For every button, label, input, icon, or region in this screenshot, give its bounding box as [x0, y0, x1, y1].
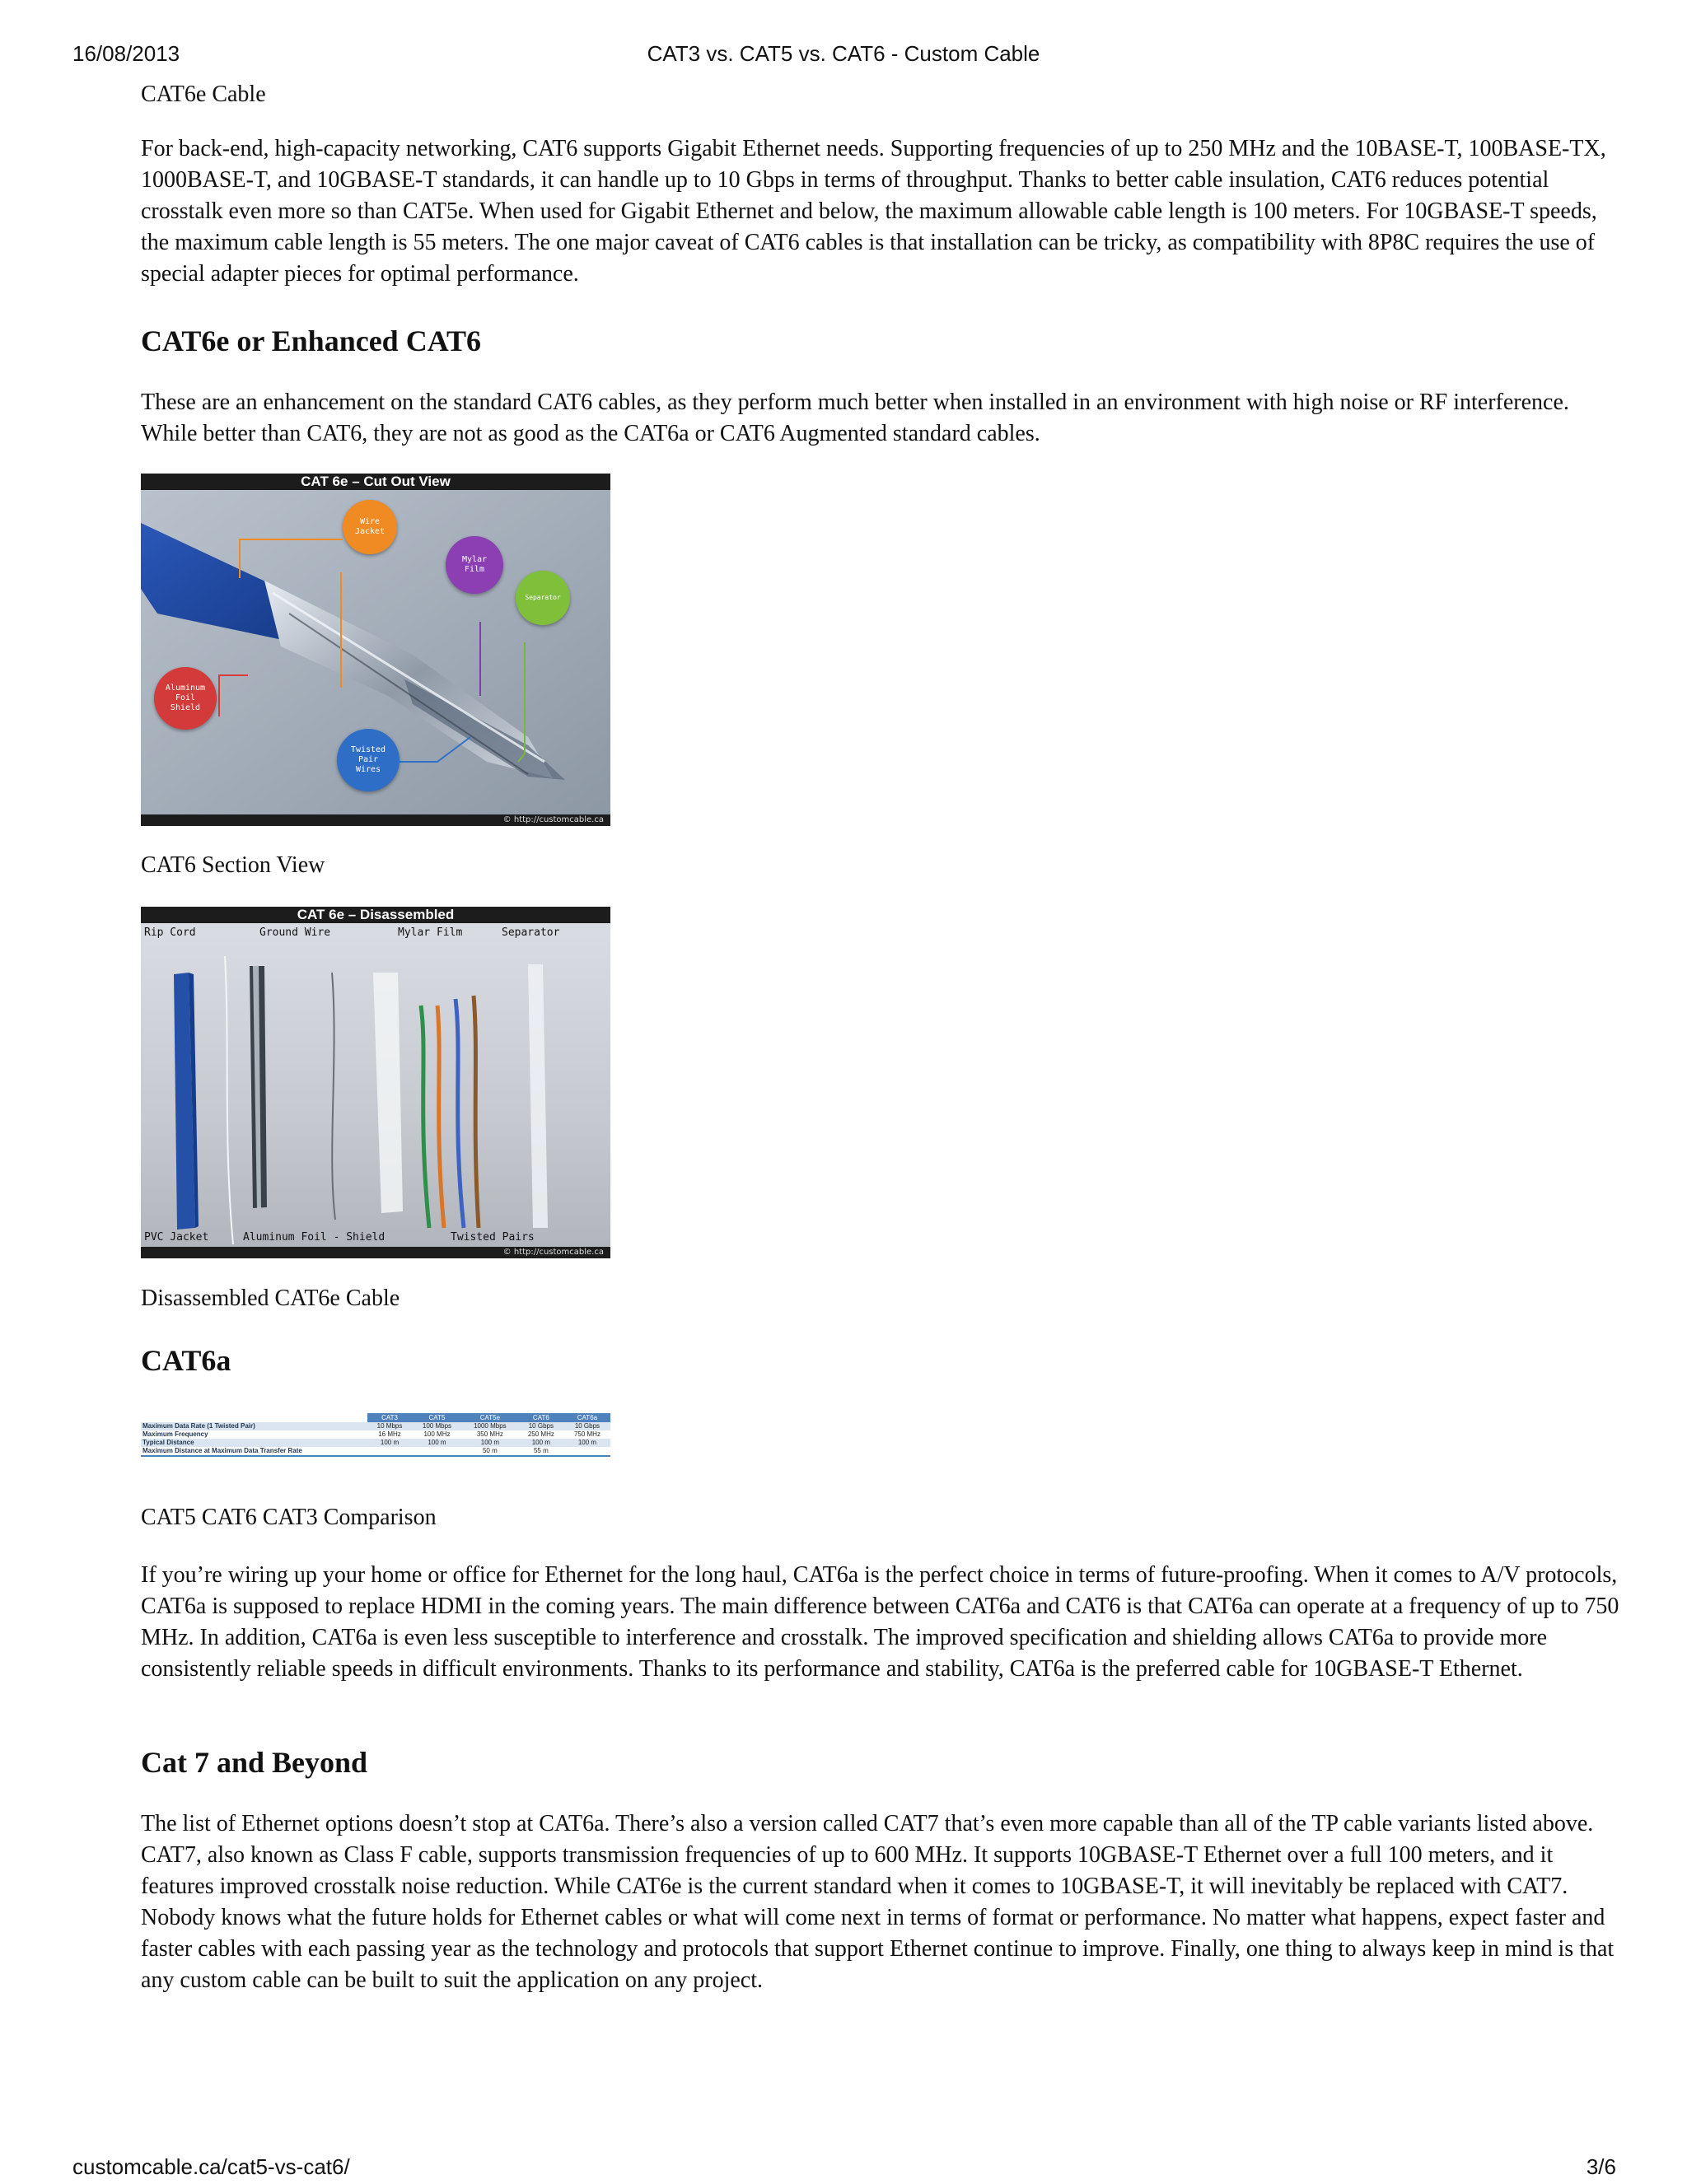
caption-section-view: CAT6 Section View [141, 852, 325, 878]
label-rip-cord: Rip Cord [144, 926, 196, 939]
table-cell: 350 MHz [476, 1430, 503, 1438]
callout-twisted-pair-wires: Twisted Pair Wires [337, 729, 400, 791]
callout-separator: Separator [516, 571, 570, 625]
table-cell: Maximum Data Rate (1 Twisted Pair) [141, 1422, 367, 1430]
print-date: 16/08/2013 [72, 41, 180, 66]
para-cat7 [141, 1808, 1624, 1996]
disassembled-photo [141, 923, 610, 1247]
table-cell: 100 m [367, 1439, 412, 1447]
table-cell: 10 Gbps [564, 1422, 610, 1430]
table-cell: Maximum Distance at Maximum Data Transfer Rate [141, 1447, 367, 1456]
label-aluminum-foil-shield: Aluminum Foil - Shield [243, 1231, 386, 1244]
para-cat6e [141, 387, 1624, 450]
heading-cat6e: CAT6e or Enhanced CAT6 [141, 324, 482, 357]
table-cell: Typical Distance [141, 1439, 367, 1447]
figure-cut-out-credit: © http://customcable.ca [141, 814, 610, 826]
table-cell: 50 m [462, 1447, 518, 1456]
disassembled-parts [141, 923, 610, 1247]
para-cat6a [141, 1560, 1624, 1685]
print-url: customcable.ca/cat5-vs-cat6/ [72, 2154, 350, 2179]
table-header-cat6: CAT6 [518, 1413, 564, 1422]
figure-cut-out-view [141, 474, 610, 826]
callout-aluminum-foil-shield: Aluminum Foil Shield [154, 667, 217, 730]
callout-wire-jacket: Wire Jacket [343, 500, 397, 554]
table-row [141, 1439, 610, 1447]
figure-disassembled [141, 907, 610, 1258]
caption-disassembled: Disassembled CAT6e Cable [141, 1286, 400, 1311]
table-cell: 100 MHz [423, 1430, 451, 1438]
table-header-cat3: CAT3 [367, 1413, 412, 1422]
label-pvc-jacket: PVC Jacket [144, 1231, 209, 1244]
callout-mylar-film: Mylar Film [446, 536, 503, 594]
table-cell [412, 1447, 462, 1456]
heading-cat6a: CAT6a [141, 1344, 231, 1377]
heading-cat6e-block [141, 323, 1624, 359]
table-cell: 250 MHz [527, 1430, 554, 1438]
caption-comparison: CAT5 CAT6 CAT3 Comparison [141, 1505, 437, 1530]
table-cell: 100 m [412, 1439, 462, 1447]
para-cat6e-text: These are an enhancement on the standard CAT6 cables, as they perform much better when installed in an environment with high noise or RF interference. While better than CAT6, they are not as good as the CAT6a or CAT6 Augmented standard cables. [141, 390, 1569, 446]
table-header-cat5e: CAT5e [462, 1413, 518, 1422]
table-header-cat5: CAT5 [412, 1413, 462, 1422]
label-separator: Separator [502, 926, 560, 939]
heading-cat6a-block [141, 1342, 1624, 1379]
table-cell: Maximum Frequency [143, 1430, 208, 1438]
table-cell: 100 Mbps [412, 1422, 462, 1430]
para-cat7-text: The list of Ethernet options doesn’t stop at CAT6a. There’s also a version called CAT7 that’s even more capable than all of the TP cable variants listed above. CAT7, also known as Class F cable, supports transmission frequencies of up to 600 MHz. It supports 10GBASE-T Ethernet over a full 100 meters, and it features improved crosstalk noise reduction. While CAT6e is the current standard when it comes to 10GBASE-T, it will inevitably be replaced with CAT7. Nobody knows what the future holds for Ethernet cables or what will come next in terms of format or performance. No matter what happens, expect faster and faster cables with each passing year as the technology and protocols that support Ethernet continue to improve. Finally, one thing to always keep in mind is that any custom cable can be built to suit the application on any project. [141, 1811, 1615, 1993]
comparison-table-header-row [141, 1413, 610, 1422]
figure-disassembled-credit: © http://customcable.ca [141, 1247, 610, 1258]
table-cell: 100 m [462, 1439, 518, 1447]
print-footer [0, 2154, 1687, 2184]
table-row [141, 1447, 610, 1456]
table-cell [367, 1447, 412, 1456]
figure-cut-out-title: CAT 6e – Cut Out View [141, 474, 610, 490]
table-cell: 16 MHz [378, 1430, 401, 1438]
label-ground-wire: Ground Wire [259, 926, 331, 939]
label-mylar-film: Mylar Film [398, 926, 463, 939]
table-cell: 750 MHz [573, 1430, 600, 1438]
print-page-number: 3/6 [1586, 2154, 1616, 2179]
para-cat6-text: For back-end, high-capacity networking, CAT6 supports Gigabit Ethernet needs. Supporting frequencies of up to 250 MHz and the 10BASE-T, 100BASE-TX, 1000BASE-T, and 10GBASE-T standards, it can handle up to 10 Gbps in terms of throughput. Thanks to better cable insulation, CAT6 reduces potential crosstalk even more so than CAT5e. When used for Gigabit Ethernet and below, the maximum allowable cable length is 100 meters. For 10GBASE-T speeds, the maximum cable length is 55 meters. The one major caveat of CAT6 cables is that installation can be tricky, as compatibility with 8P8C requires the use of special adapter pieces for optimal performance. [141, 136, 1606, 287]
table-cell: 10 Mbps [367, 1422, 412, 1430]
table-cell [564, 1447, 610, 1456]
caption-cat6e-cable: CAT6e Cable [141, 82, 266, 107]
table-cell: 10 Gbps [518, 1422, 564, 1430]
figure-disassembled-title: CAT 6e – Disassembled [141, 907, 610, 923]
print-title: CAT3 vs. CAT5 vs. CAT6 - Custom Cable [647, 41, 1040, 66]
heading-cat7: Cat 7 and Beyond [141, 1746, 368, 1779]
table-cell: 100 m [564, 1439, 610, 1447]
label-twisted-pairs: Twisted Pairs [451, 1231, 535, 1244]
table-row [141, 1422, 610, 1430]
table-header-cat6a: CAT6a [564, 1413, 610, 1422]
table-header-label [141, 1413, 367, 1422]
table-cell: 1000 Mbps [462, 1422, 518, 1430]
print-header [0, 41, 1687, 71]
table-cell: 100 m [518, 1439, 564, 1447]
table-row [141, 1430, 610, 1439]
heading-cat7-block [141, 1744, 1624, 1780]
table-cell: 55 m [518, 1447, 564, 1456]
para-cat6 [141, 133, 1624, 290]
para-cat6a-text: If you’re wiring up your home or office for Ethernet for the long haul, CAT6a is the perfect choice in terms of future-proofing. When it comes to A/V protocols, CAT6a is supposed to replace HDMI in the coming years. The main difference between CAT6a and CAT6 is that CAT6a can operate at a frequency of up to 750 MHz. In addition, CAT6a is even less susceptible to interference and crosstalk. The improved specification and shielding allows CAT6a to provide more consistently reliable speeds in difficult environments. Thanks to its performance and stability, CAT6a is the preferred cable for 10GBASE-T Ethernet. [141, 1562, 1619, 1682]
comparison-table [141, 1413, 610, 1457]
